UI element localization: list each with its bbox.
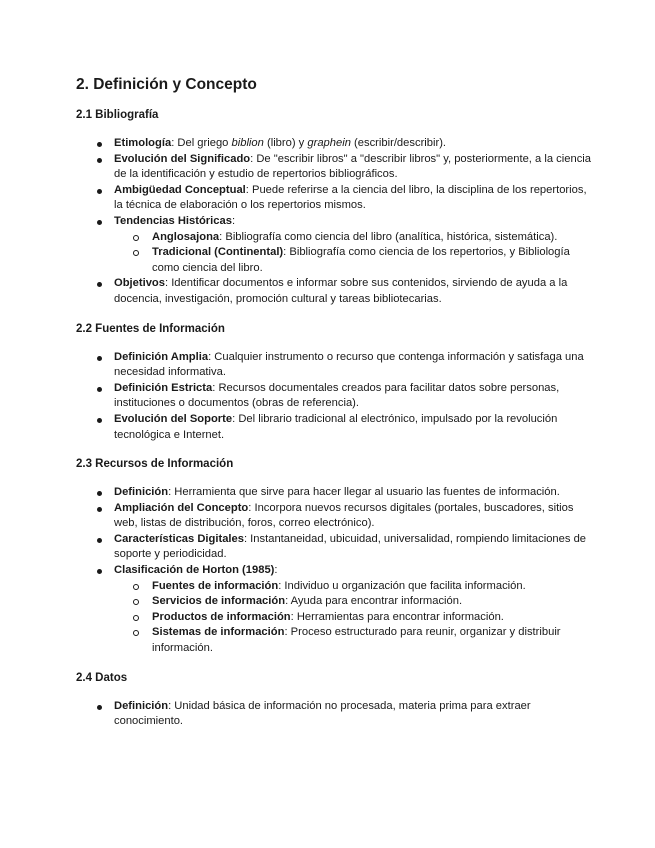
item-label: Definición (114, 486, 169, 499)
item-text: : Del librario tradicional al electrónico, impulsado por la revolución tecnológica e Internet. (114, 412, 558, 441)
section-heading-recursos: 2.3 Recursos de Información (76, 458, 234, 471)
section-heading-fuentes: 2.2 Fuentes de Información (76, 322, 225, 335)
item-label: Etimología (114, 137, 172, 149)
sub-list-item (114, 245, 595, 276)
item-text: : Del griego (171, 137, 232, 149)
item-text: : Individuo u organización que facilita información. (278, 579, 526, 592)
item-text: : Identificar documentos e informar sobre sus contenidos, sirviendo de ayuda a la docencia, investigación, promoción cultural y tareas bibliotecarias. (114, 277, 568, 305)
item-label: Tradicional (Continental) (152, 246, 284, 259)
item-text: (escribir/describir). (350, 137, 447, 149)
list-item (76, 214, 595, 276)
item-label: Definición Amplia (114, 350, 209, 363)
item-text: : Herramientas para encontrar información. (290, 610, 504, 623)
list-item (76, 412, 595, 443)
bibliografia-list (76, 136, 595, 308)
item-label: Evolución del Significado (114, 152, 251, 165)
recursos-list (76, 485, 595, 657)
sub-list-item (114, 625, 595, 656)
sub-list (114, 579, 595, 657)
item-label: Objetivos (114, 277, 165, 290)
item-text: : Ayuda para encontrar información. (285, 595, 463, 608)
item-text: : Bibliografía como ciencia del libro (analítica, histórica, sistemática). (219, 230, 558, 243)
list-item (76, 276, 595, 307)
item-text: (libro) y (263, 137, 308, 149)
item-label: Clasificación de Horton (1985) (114, 564, 275, 577)
item-text: : Herramienta que sirve para hacer llegar al usuario las fuentes de información. (168, 486, 560, 499)
item-text: : Bibliografía como ciencia de los repertorios, y Bibliología como ciencia del libro. (152, 246, 570, 274)
item-text: : (231, 214, 236, 227)
item-text: : Puede referirse a la ciencia del libro, la disciplina de los repertorios, la técnica de elaboración o los repertorios mismos. (114, 183, 587, 212)
item-label: Servicios de información (152, 595, 286, 608)
list-item (76, 501, 595, 532)
item-label: Sistemas de información (152, 626, 285, 639)
page-title: 2. Definición y Concepto (76, 76, 257, 93)
item-italic: graphein (307, 137, 351, 149)
item-label: Características Digitales (114, 532, 244, 545)
list-item (76, 136, 595, 152)
item-text: : (274, 564, 278, 577)
item-label: Definición Estricta (114, 381, 213, 394)
list-item (76, 350, 595, 381)
list-item (76, 183, 595, 214)
datos-list (76, 699, 595, 730)
item-label: Ambigüedad Conceptual (114, 183, 246, 196)
section-heading-bibliografia: 2.1 Bibliografía (76, 109, 159, 121)
list-item (76, 381, 595, 412)
item-label: Evolución del Soporte (114, 412, 233, 425)
section-heading-datos: 2.4 Datos (76, 671, 128, 684)
sub-list-item (114, 610, 595, 626)
sub-list-item (114, 579, 595, 595)
list-item (76, 563, 595, 657)
item-text: : Recursos documentales creados para facilitar datos sobre personas, instituciones o documentos (obras de referencia). (114, 381, 560, 410)
item-italic: biblion (231, 137, 264, 149)
item-label: Tendencias Históricas (114, 214, 232, 227)
sub-list (114, 230, 595, 277)
item-text: : Unidad básica de información no procesada, materia prima para extraer conocimiento. (114, 699, 531, 728)
list-item (76, 152, 595, 183)
item-text: : Cualquier instrumento o recurso que contenga información y satisfaga una necesidad informativa. (114, 350, 584, 379)
list-item (76, 532, 595, 563)
item-text: : Incorpora nuevos recursos digitales (portales, buscadores, sitios web, listas de distribución, foros, correo electrónico). (114, 501, 574, 530)
list-item (76, 699, 595, 730)
item-text: : Proceso estructurado para reunir, organizar y distribuir información. (152, 626, 561, 655)
item-label: Anglosajona (152, 230, 220, 243)
sub-list-item (114, 594, 595, 610)
item-label: Definición (114, 699, 169, 712)
sub-list-item (114, 230, 595, 246)
item-text: : De "escribir libros" a "describir libros" y, posteriormente, a la ciencia de la identificación y estudio de repertorios bibliográficos. (114, 152, 591, 181)
fuentes-list (76, 350, 595, 444)
item-label: Fuentes de información (152, 579, 279, 592)
list-item (76, 485, 595, 501)
item-text: : Instantaneidad, ubicuidad, universalidad, rompiendo limitaciones de soporte y periodicidad. (114, 532, 587, 561)
item-label: Ampliación del Concepto (114, 501, 249, 514)
item-label: Productos de información (152, 610, 291, 623)
